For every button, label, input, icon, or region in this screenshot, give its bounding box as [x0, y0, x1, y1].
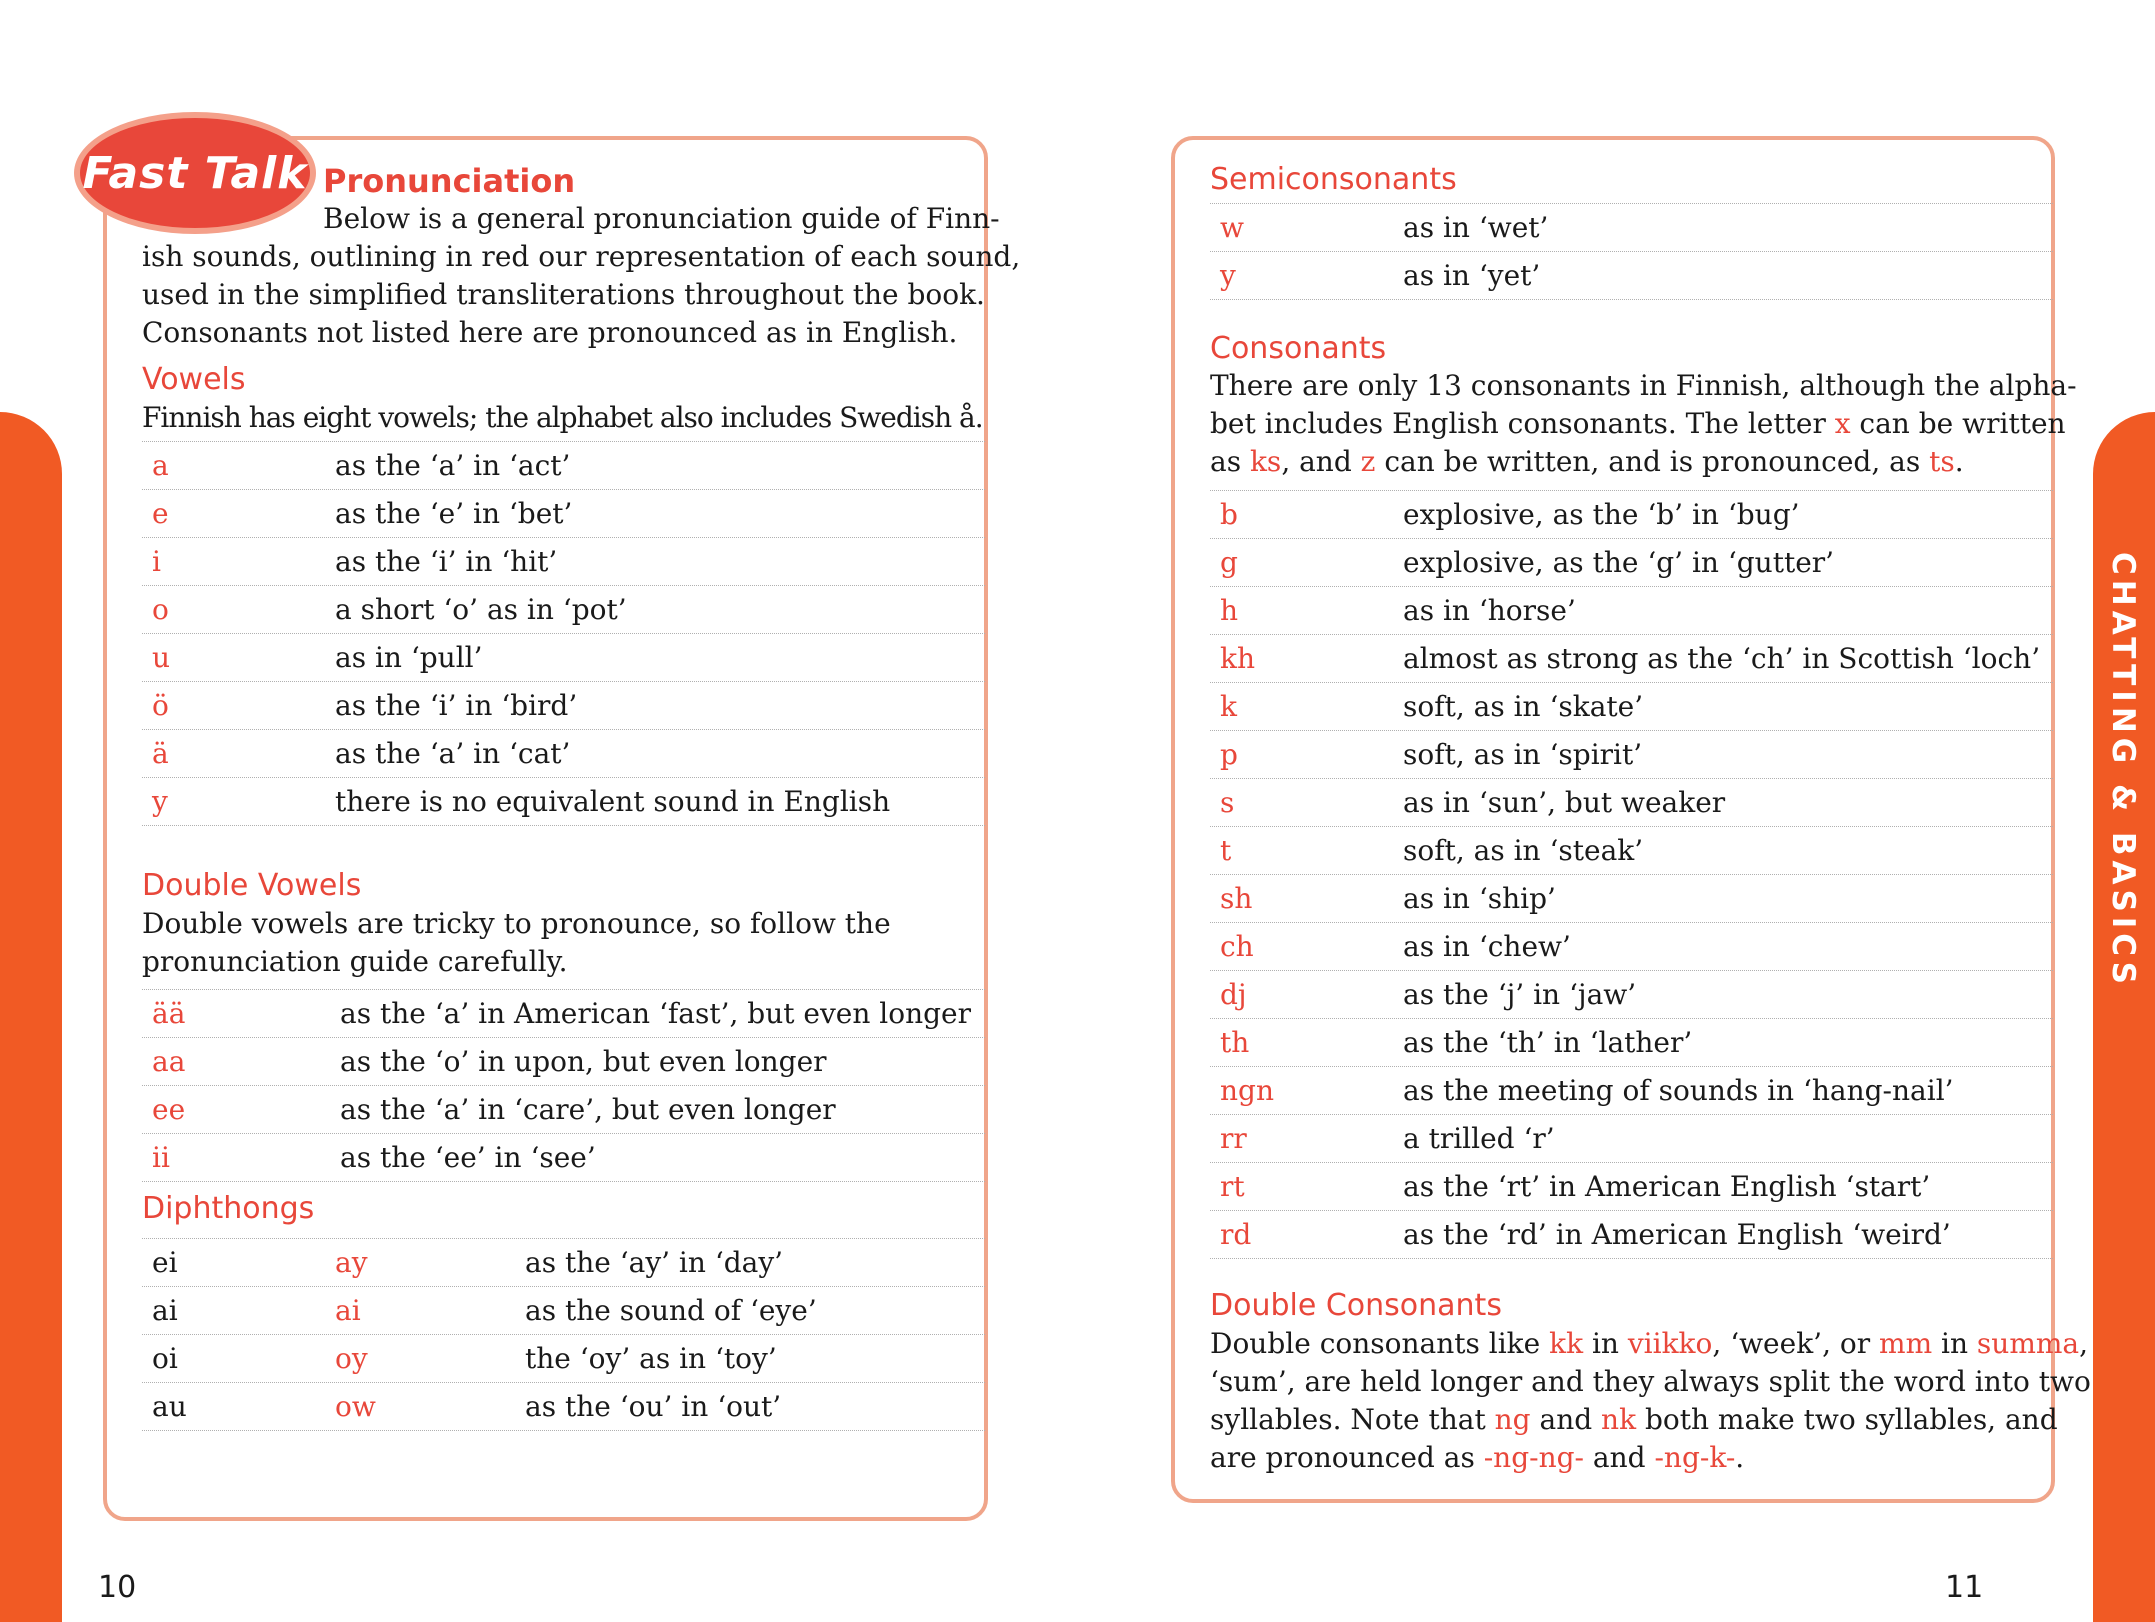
consonant-symbol: sh	[1220, 882, 1253, 915]
consonant-description: as the ‘j’ in ‘jaw’	[1403, 978, 1637, 1011]
table-row	[142, 1134, 985, 1182]
consonant-description: soft, as in ‘skate’	[1403, 690, 1644, 723]
double-vowel-description: as the ‘a’ in American ‘fast’, but even longer	[340, 997, 971, 1030]
diphthong-symbol: ai	[335, 1294, 361, 1327]
vowels-heading: Vowels	[142, 362, 246, 397]
consonant-symbol: g	[1220, 546, 1238, 579]
table-row	[1210, 923, 2053, 971]
table-row	[142, 1287, 985, 1335]
vowel-description: as the ‘e’ in ‘bet’	[335, 497, 573, 530]
double-consonants-heading: Double Consonants	[1210, 1288, 1502, 1323]
consonant-symbol: b	[1220, 498, 1238, 531]
diphthong-letters: oi	[152, 1342, 178, 1375]
table-row	[1210, 1115, 2053, 1163]
vowel-description: as the ‘i’ in ‘hit’	[335, 545, 558, 578]
consonant-description: as the meeting of sounds in ‘hang-nail’	[1403, 1074, 1954, 1107]
consonant-description: soft, as in ‘steak’	[1403, 834, 1644, 867]
vowel-symbol: a	[152, 449, 169, 482]
vowel-symbol: ö	[152, 689, 169, 722]
side-tab-right	[2093, 412, 2155, 1622]
consonant-description: soft, as in ‘spirit’	[1403, 738, 1643, 771]
fast-talk-badge	[80, 118, 310, 228]
consonant-description: a trilled ‘r’	[1403, 1122, 1555, 1155]
table-row	[142, 1038, 985, 1086]
diphthongs-table	[142, 1238, 985, 1431]
table-row	[1210, 683, 2053, 731]
page-title: Pronunciation	[323, 162, 576, 200]
table-row	[1210, 1163, 2053, 1211]
table-row	[1210, 491, 2053, 539]
consonants-heading: Consonants	[1210, 331, 1387, 366]
vowel-description: as the ‘a’ in ‘cat’	[335, 737, 571, 770]
table-row	[1210, 827, 2053, 875]
double-vowels-heading: Double Vowels	[142, 868, 362, 903]
diphthong-description: the ‘oy’ as in ‘toy’	[525, 1342, 777, 1375]
intro-line-2: ish sounds, outlining in red our representation of each sound,	[142, 240, 1021, 273]
table-row	[142, 538, 985, 586]
consonant-symbol: s	[1220, 786, 1235, 819]
double-consonants-text-1: Double consonants like kk in viikko, ‘week’, or mm in summa,	[1210, 1327, 2089, 1360]
side-tab-left	[0, 412, 62, 1622]
double-consonants-text-2: ‘sum’, are held longer and they always split the word into two	[1210, 1365, 2091, 1398]
table-row	[142, 586, 985, 634]
table-row	[142, 490, 985, 538]
vowel-symbol: e	[152, 497, 169, 530]
table-row	[142, 1239, 985, 1287]
table-row	[1210, 252, 2053, 300]
semiconsonants-table	[1210, 203, 2053, 300]
consonant-description: explosive, as the ‘b’ in ‘bug’	[1403, 498, 1800, 531]
double-vowel-description: as the ‘ee’ in ‘see’	[340, 1141, 596, 1174]
vowel-description: as in ‘pull’	[335, 641, 483, 674]
table-row	[142, 1335, 985, 1383]
double-vowel-description: as the ‘o’ in upon, but even longer	[340, 1045, 827, 1078]
diphthong-letters: ai	[152, 1294, 178, 1327]
diphthong-letters: ei	[152, 1246, 178, 1279]
vowel-description: there is no equivalent sound in English	[335, 785, 891, 818]
table-row	[1210, 1019, 2053, 1067]
double-vowels-text-2: pronunciation guide carefully.	[142, 945, 568, 978]
diphthong-description: as the ‘ou’ in ‘out’	[525, 1390, 782, 1423]
consonants-table	[1210, 490, 2053, 1259]
consonants-text-3: as ks, and z can be written, and is pronounced, as ts.	[1210, 445, 1964, 478]
double-vowels-text-1: Double vowels are tricky to pronounce, so follow the	[142, 907, 891, 940]
page-number-right: 11	[1945, 1570, 1984, 1605]
consonant-symbol: rt	[1220, 1170, 1245, 1203]
intro-line-1: Below is a general pronunciation guide of Finn-	[323, 202, 1000, 235]
semiconsonants-heading: Semiconsonants	[1210, 162, 1457, 197]
diphthong-symbol: ow	[335, 1390, 376, 1423]
diphthong-description: as the sound of ‘eye’	[525, 1294, 817, 1327]
consonant-symbol: rd	[1220, 1218, 1252, 1251]
diphthong-symbol: oy	[335, 1342, 368, 1375]
semiconsonant-symbol: y	[1220, 259, 1236, 292]
consonant-symbol: ngn	[1220, 1074, 1274, 1107]
consonant-symbol: rr	[1220, 1122, 1247, 1155]
diphthong-symbol: ay	[335, 1246, 368, 1279]
intro-line-4: Consonants not listed here are pronounced as in English.	[142, 316, 958, 349]
table-row	[1210, 204, 2053, 252]
semiconsonant-description: as in ‘yet’	[1403, 259, 1541, 292]
page-number-left: 10	[98, 1570, 137, 1605]
double-vowels-table	[142, 989, 985, 1182]
consonant-symbol: kh	[1220, 642, 1255, 675]
double-vowel-symbol: ii	[152, 1141, 170, 1174]
table-row	[142, 682, 985, 730]
table-row	[142, 1086, 985, 1134]
fast-talk-badge-label: Fast Talk	[82, 147, 308, 199]
consonant-description: as the ‘th’ in ‘lather’	[1403, 1026, 1693, 1059]
vowel-symbol: ä	[152, 737, 169, 770]
vowel-description: as the ‘a’ in ‘act’	[335, 449, 571, 482]
consonant-symbol: th	[1220, 1026, 1250, 1059]
consonant-description: as in ‘chew’	[1403, 930, 1571, 963]
vowel-description: as the ‘i’ in ‘bird’	[335, 689, 578, 722]
consonant-symbol: p	[1220, 738, 1238, 771]
table-row	[142, 634, 985, 682]
diphthong-letters: au	[152, 1390, 187, 1423]
consonant-symbol: dj	[1220, 978, 1247, 1011]
double-vowel-symbol: ee	[152, 1093, 186, 1126]
table-row	[142, 990, 985, 1038]
vowels-text: Finnish has eight vowels; the alphabet also includes Swedish å.	[142, 401, 983, 434]
consonant-description: as the ‘rd’ in American English ‘weird’	[1403, 1218, 1951, 1251]
table-row	[1210, 539, 2053, 587]
table-row	[142, 1383, 985, 1431]
table-row	[1210, 971, 2053, 1019]
consonant-symbol: k	[1220, 690, 1237, 723]
consonant-symbol: h	[1220, 594, 1239, 627]
consonant-description: explosive, as the ‘g’ in ‘gutter’	[1403, 546, 1835, 579]
side-tab-right-label: CHATTING & BASICS	[2105, 552, 2141, 989]
consonant-description: as in ‘ship’	[1403, 882, 1556, 915]
vowel-symbol: y	[152, 785, 168, 818]
vowel-description: a short ‘o’ as in ‘pot’	[335, 593, 627, 626]
vowel-symbol: i	[152, 545, 161, 578]
table-row	[1210, 779, 2053, 827]
table-row	[1210, 635, 2053, 683]
vowels-table	[142, 441, 985, 826]
vowel-symbol: o	[152, 593, 169, 626]
table-row	[142, 730, 985, 778]
consonants-text-2: bet includes English consonants. The letter x can be written	[1210, 407, 2066, 440]
consonant-description: as in ‘sun’, but weaker	[1403, 786, 1726, 819]
vowel-symbol: u	[152, 641, 171, 674]
consonant-symbol: t	[1220, 834, 1232, 867]
table-row	[1210, 1067, 2053, 1115]
intro-line-3: used in the simplified transliterations throughout the book.	[142, 278, 985, 311]
double-consonants-text-3: syllables. Note that ng and nk both make two syllables, and	[1210, 1403, 2058, 1436]
consonants-text-1: There are only 13 consonants in Finnish, although the alpha-	[1210, 369, 2077, 402]
consonant-description: as the ‘rt’ in American English ‘start’	[1403, 1170, 1931, 1203]
table-row	[142, 778, 985, 826]
table-row	[1210, 1211, 2053, 1259]
consonant-symbol: ch	[1220, 930, 1254, 963]
table-row	[1210, 731, 2053, 779]
consonant-description: almost as strong as the ‘ch’ in Scottish ‘loch’	[1403, 642, 2041, 675]
diphthongs-heading: Diphthongs	[142, 1191, 315, 1226]
semiconsonant-description: as in ‘wet’	[1403, 211, 1549, 244]
double-vowel-description: as the ‘a’ in ‘care’, but even longer	[340, 1093, 836, 1126]
double-vowel-symbol: ää	[152, 997, 186, 1030]
table-row	[1210, 587, 2053, 635]
double-vowel-symbol: aa	[152, 1045, 186, 1078]
consonant-description: as in ‘horse’	[1403, 594, 1576, 627]
table-row	[142, 442, 985, 490]
semiconsonant-symbol: w	[1220, 211, 1244, 244]
diphthong-description: as the ‘ay’ in ‘day’	[525, 1246, 784, 1279]
table-row	[1210, 875, 2053, 923]
double-consonants-text-4: are pronounced as -ng-ng- and -ng-k-.	[1210, 1441, 1745, 1474]
